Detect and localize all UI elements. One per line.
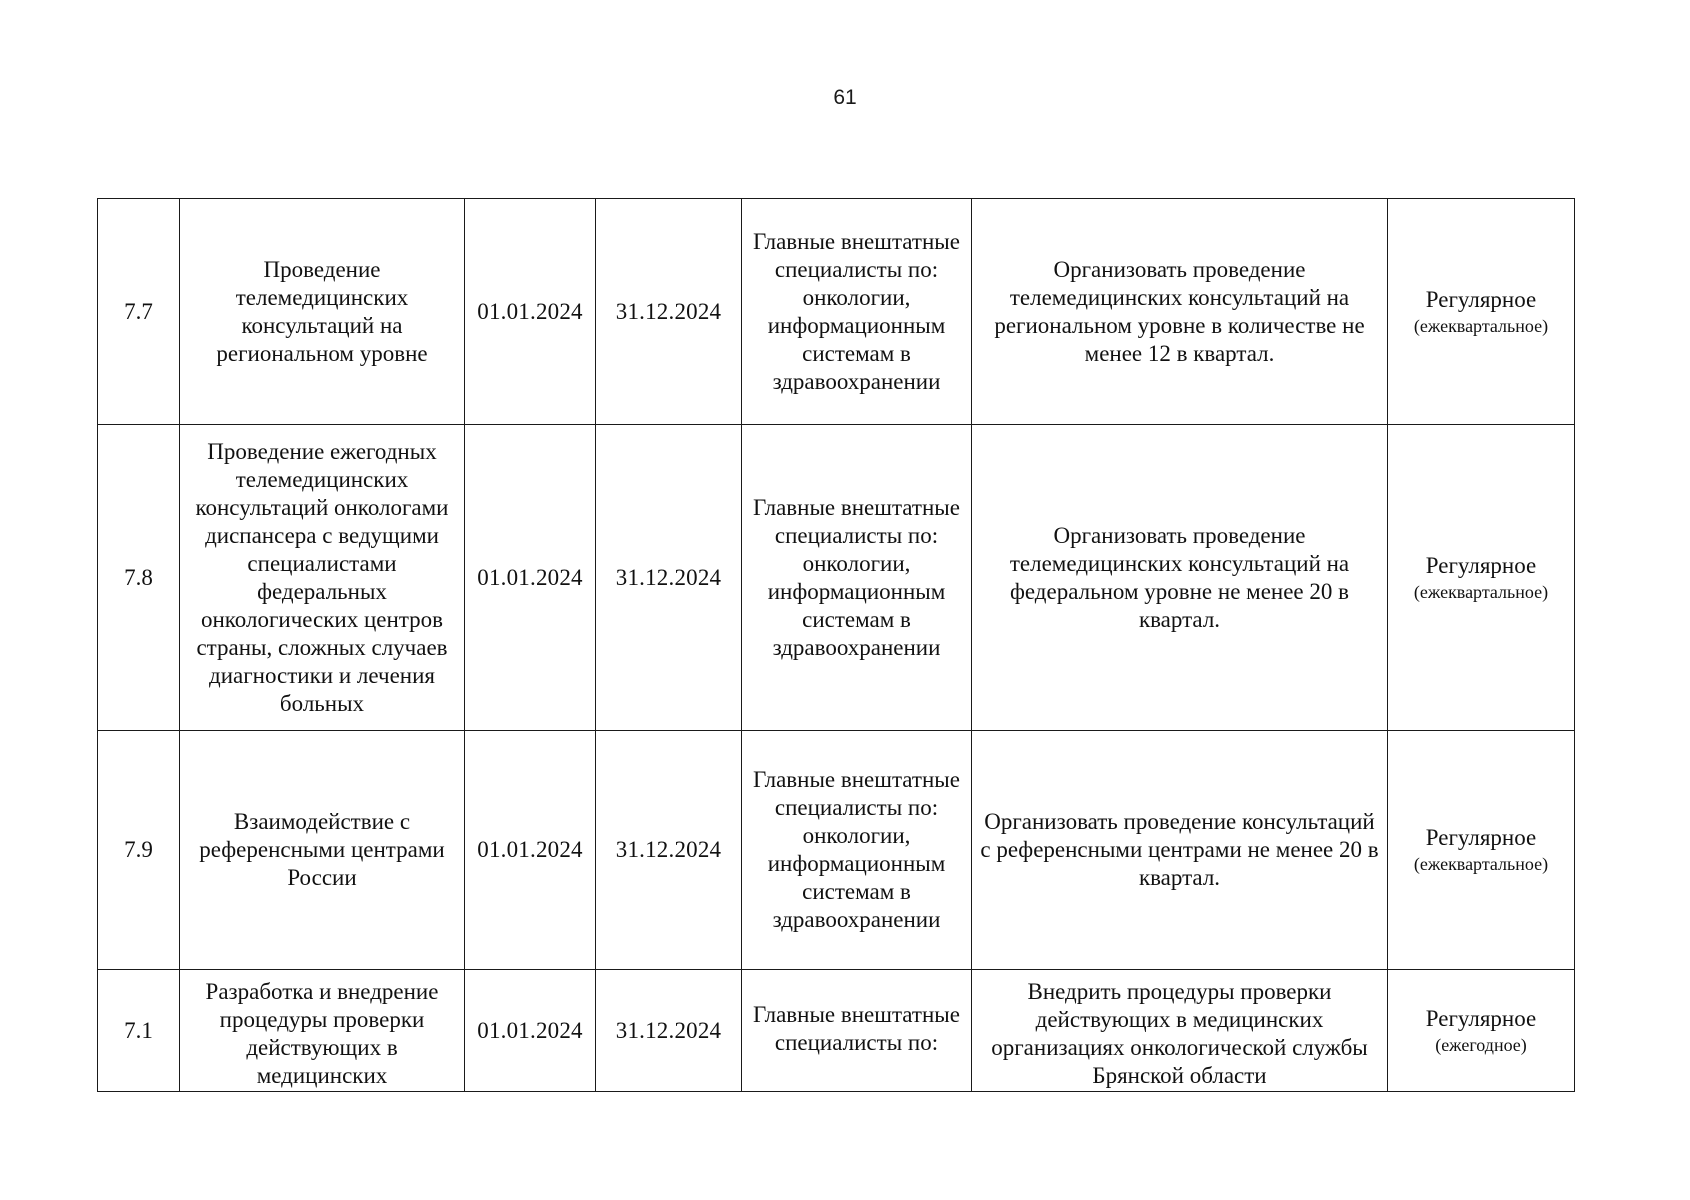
frequency-period: (ежеквартальное) [1413, 854, 1549, 874]
activity-text: Разработка и внедрение процедуры проверки действующих в медицинских [205, 979, 439, 1088]
activity-cell [180, 970, 465, 1092]
start-date-cell [465, 970, 596, 1092]
table-row [98, 970, 1575, 1092]
end-date-text: 31.12.2024 [615, 1017, 722, 1043]
frequency-label: Регулярное [1425, 825, 1537, 850]
table-row [98, 199, 1575, 425]
activity-cell: Проведение ежегодных телемедицинских консультаций онкологами диспансера с ведущими специалистами федеральных онкологических центров страны, сложных случаев диагностики и лечения больных [180, 425, 465, 731]
frequency-label: Регулярное [1425, 552, 1537, 578]
result-cell: Организовать проведение телемедицинских консультаций на федеральном уровне не менее 20 в квартал. [972, 425, 1388, 731]
activity-cell: Проведение телемедицинских консультаций на региональном уровне [180, 199, 465, 425]
result-cell [972, 970, 1388, 1092]
start-date-text: 01.01.2024 [477, 1017, 583, 1043]
start-date-cell: 01.01.2024 [465, 199, 596, 425]
frequency-label: Регулярное [1425, 286, 1537, 312]
frequency-label: Регулярное [1425, 1005, 1537, 1031]
result-cell: Организовать проведение консультаций с референсными центрами не менее 20 в квартал. [972, 731, 1388, 970]
table-row [98, 425, 1575, 731]
end-date-cell [596, 970, 742, 1092]
frequency-cell [1388, 199, 1575, 425]
end-date-cell: 31.12.2024 [596, 199, 742, 425]
frequency-period: (ежеквартальное) [1413, 581, 1549, 602]
frequency-cell [1388, 970, 1575, 1092]
responsible-cell: Главные внештатные специалисты по: онкологии, информационным системам в здравоохранении [742, 199, 972, 425]
start-date-cell: 01.01.2024 [465, 425, 596, 731]
table-row [98, 731, 1575, 970]
responsible-cell [742, 970, 972, 1092]
row-number-cell: 7.9 [98, 731, 180, 970]
frequency-period: (ежеквартальное) [1413, 315, 1549, 336]
row-number-text: 7.1 [124, 1017, 153, 1043]
row-number-cell: 7.8 [98, 425, 180, 731]
frequency-cell [1388, 425, 1575, 731]
start-date-cell: 01.01.2024 [465, 731, 596, 970]
activity-cell: Взаимодействие с референсными центрами России [180, 731, 465, 970]
responsible-text: Главные внештатные специалисты по: [753, 1002, 960, 1055]
row-number-cell [98, 970, 180, 1092]
action-plan-table [97, 198, 1575, 1092]
row-number-cell: 7.7 [98, 199, 180, 425]
responsible-cell: Главные внештатные специалисты по: онкологии, информационным системам в здравоохранении [742, 425, 972, 731]
result-cell: Организовать проведение телемедицинских консультаций на региональном уровне в количестве не менее 12 в квартал. [972, 199, 1388, 425]
frequency-period: (ежегодное) [1435, 1034, 1527, 1055]
end-date-cell: 31.12.2024 [596, 425, 742, 731]
page-number: 61 [833, 86, 857, 109]
result-text: Внедрить процедуры проверки действующих в медицинских организациях онкологической службы Брянской области [991, 979, 1368, 1088]
frequency-cell [1388, 731, 1575, 970]
end-date-cell: 31.12.2024 [596, 731, 742, 970]
responsible-cell: Главные внештатные специалисты по: онкологии, информационным системам в здравоохранении [742, 731, 972, 970]
